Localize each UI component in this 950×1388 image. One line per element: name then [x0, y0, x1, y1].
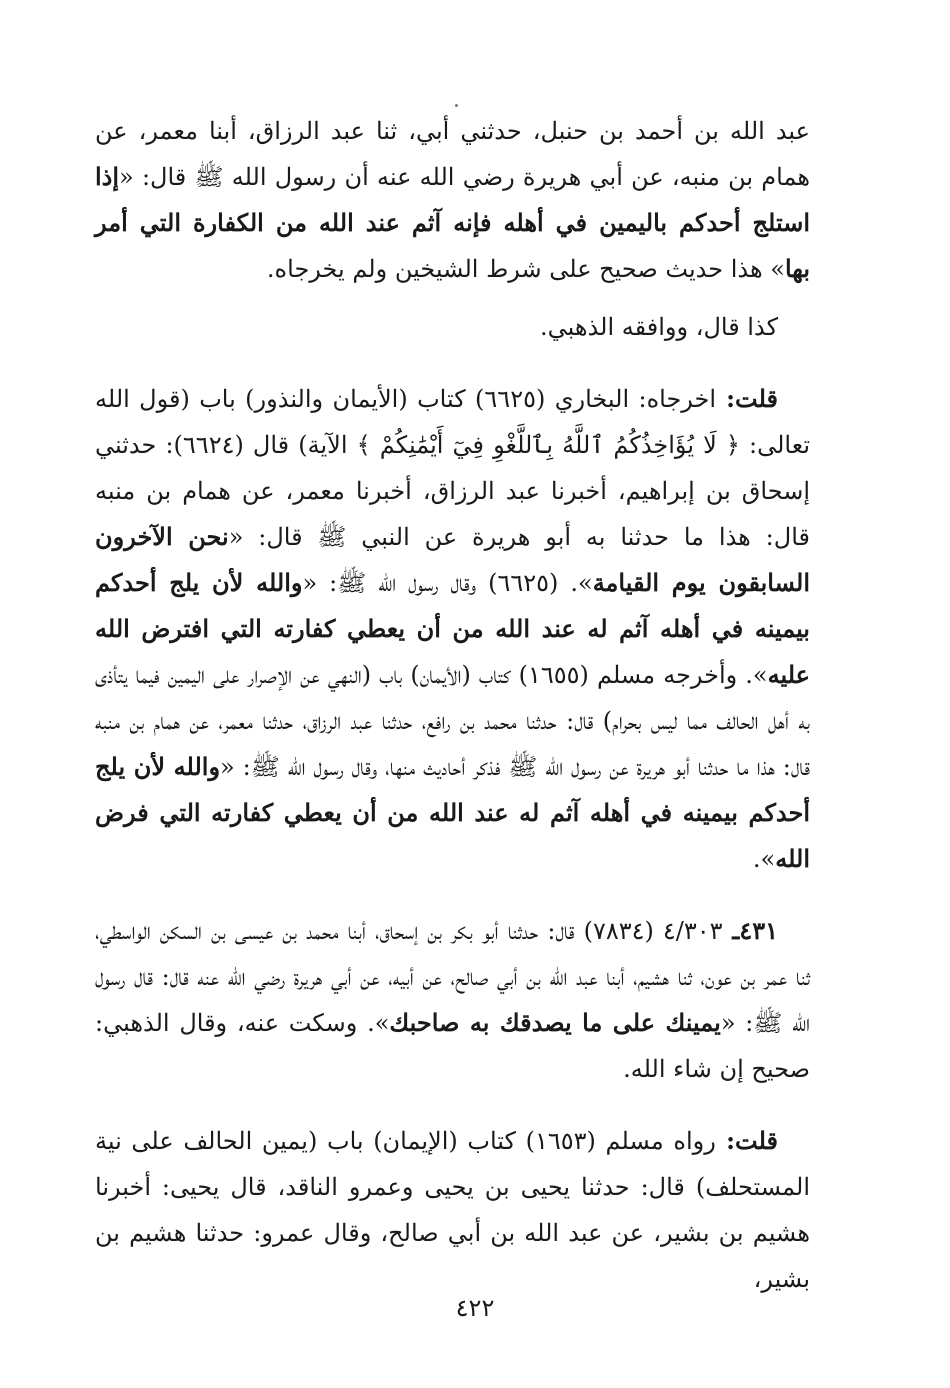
- hadith-text: والله لأن يلج أحدكم بيمينه في أهله آثم له عند الله من أن يعطي كفارته التي فرض الله: [95, 752, 810, 873]
- text-run: رواه مسلم (١٦٥٣) كتاب (الإيمان) باب (يمين الحالف على نية المستحلف) قال: حدثنا يحيى بن يحيى وعمرو الناقد، قال يحيى: أخبرنا هشيم بن بشير، عن عبد الله بن أبي صالح، وقال عمرو: حدثنا هشيم بن بشير،: [95, 1127, 810, 1293]
- paper-speck: [455, 104, 458, 107]
- paragraph-dhahabi-note: [95, 304, 810, 350]
- text-run: ».: [752, 845, 776, 873]
- paragraph-commentary-1: [95, 376, 810, 882]
- text-run: ٤/٣٠٣ (٧٨٣٤) قال: حدثنا أبو بكر بن إسحاق، أبنا محمد بن عيسى بن السكن الواسطي، ثنا عمر بن عون، ثنا هشيم، أبنا عبد الله بن أبي صالح، عن أبيه، عن أبي هريرة رضي الله عنه قال: قال رسول الله ﷺ: «: [95, 917, 811, 1037]
- hadith-text: والله لأن يلج أحدكم بيمينه في أهله آثم له عند الله من أن يعطي كفارته التي افترض الله عليه: [95, 568, 810, 689]
- text-run: كذا قال، ووافقه الذهبي.: [540, 313, 778, 341]
- hadith-text: إذا استلج أحدكم باليمين في أهله فإنه آثم عند الله من الكفارة التي أمر بها: [95, 162, 810, 283]
- text-run: ». (٦٦٢٥) وقال رسول الله ﷺ: «: [302, 569, 593, 597]
- page-number: ٤٢٢: [455, 1294, 495, 1322]
- text-run: عبد الله بن أحمد بن حنبل، حدثني أبي، ثنا عبد الرزاق، أبنا معمر، عن همام بن منبه، عن أبي هريرة رضي الله عنه أن رسول الله ﷺ قال: «: [95, 117, 810, 191]
- paragraph-commentary-2: [95, 1118, 810, 1302]
- hadith-text: نحن الآخرون السابقون يوم القيامة: [95, 522, 810, 597]
- commentary-label: قلت:: [715, 1126, 779, 1155]
- paragraph-hadith-431: [95, 908, 810, 1092]
- text-run: » هذا حديث صحيح على شرط الشيخين ولم يخرجاه.: [266, 255, 785, 283]
- hadith-text: يمينك على ما يصدقك به صاحبك: [389, 1008, 721, 1037]
- commentary-label: قلت:: [716, 384, 778, 413]
- paragraph-hadith-430-tail: [95, 108, 810, 292]
- text-run: ». وأخرجه مسلم (١٦٥٥) كتاب (الأيمان) باب (النهي عن الإصرار على اليمين فيما يتأذى به أهل الحالف مما ليس بحرام) قال: حدثنا محمد بن رافع، حدثنا عبد الرزاق، حدثنا معمر، عن همام بن منبه قال: هذا ما حدثنا أبو هريرة عن رسول الله ﷺ فذكر أحاديث منها، وقال رسول الله ﷺ: «: [95, 661, 810, 781]
- hadith-number: ٤٣١ـ: [722, 916, 778, 945]
- text-run: اخرجاه: البخاري (٦٦٢٥) كتاب (الأيمان والنذور) باب (قول الله تعالى: ﴿ لَا يُؤَاخِذُكُمُ ٱللَّهُ بِٱللَّغْوِ فِيٓ أَيْمَٰنِكُمْ ﴾ الآية) قال (٦٦٢٤): حدثني إسحاق بن إبراهيم، أخبرنا عبد الرزاق، أخبرنا معمر، عن همام بن منبه قال: هذا ما حدثنا به أبو هريرة عن النبي ﷺ قال: «: [95, 385, 811, 551]
- book-page-body: [95, 108, 810, 1302]
- text-run: ». وسكت عنه، وقال الذهبي: صحيح إن شاء الله.: [95, 1009, 810, 1083]
